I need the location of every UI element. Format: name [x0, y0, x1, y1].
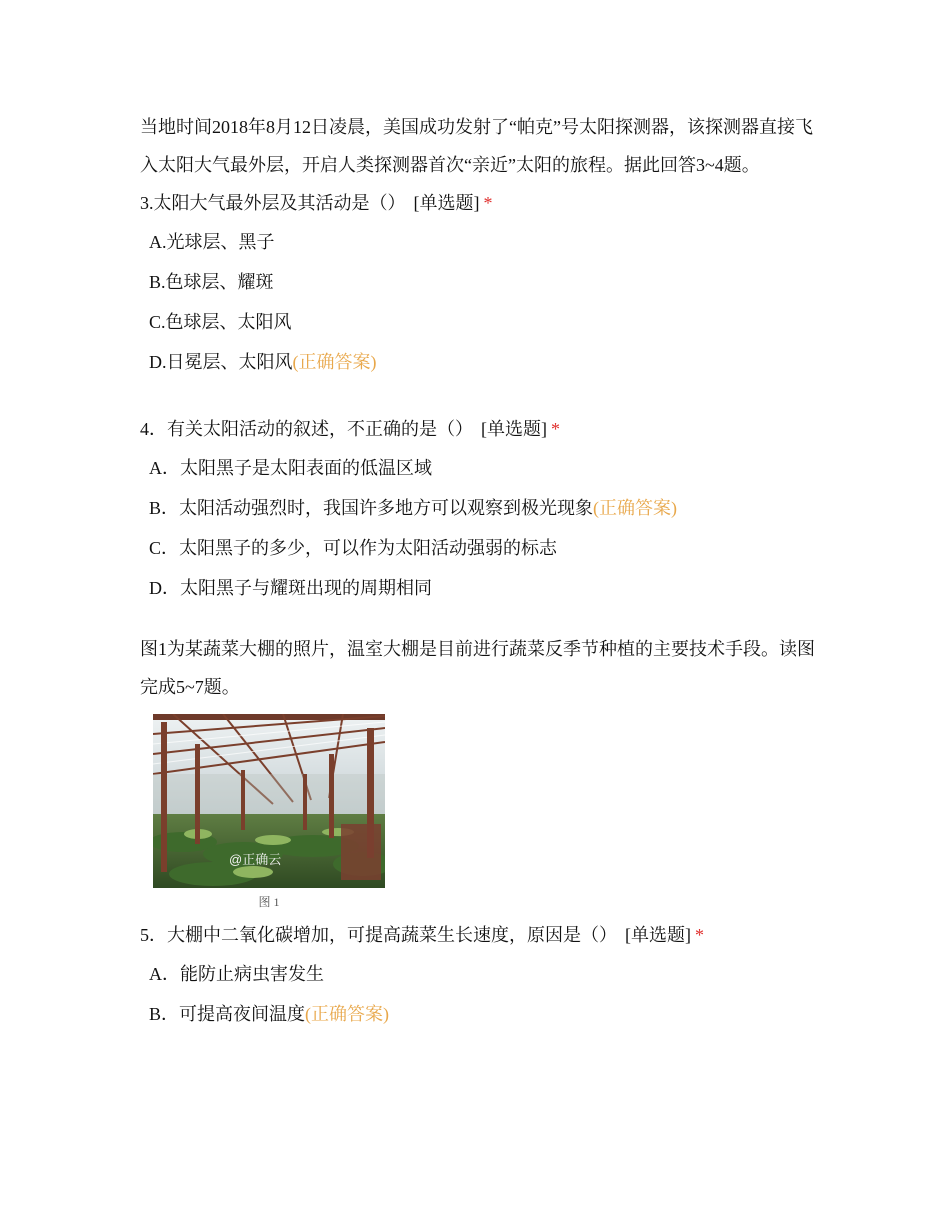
question-5-type: [单选题] — [625, 925, 691, 945]
required-mark: * — [551, 419, 560, 439]
option-5b-text: B．可提高夜间温度 — [149, 1004, 306, 1024]
question-4-type: [单选题] — [481, 419, 547, 439]
greenhouse-photo — [153, 714, 385, 888]
option-3b[interactable]: B.色球层、耀斑 — [149, 272, 274, 292]
required-mark: * — [483, 193, 493, 213]
question-4-stem — [140, 416, 820, 442]
option-3a[interactable]: A.光球层、黑子 — [149, 232, 275, 252]
photo-watermark: @正确云 — [229, 852, 282, 867]
option-4b-text: B．太阳活动强烈时，我国许多地方可以观察到极光现象 — [149, 498, 594, 518]
option-4b[interactable] — [149, 488, 820, 528]
correct-answer-tag: (正确答案) — [593, 498, 678, 518]
option-5b[interactable] — [149, 994, 820, 1034]
intro-passage-1: 当地时间2018年8月12日凌晨，美国成功发射了“帕克”号太阳探测器，该探测器直接飞入太阳大气最外层，开启人类探测器首次“亲近”太阳的旅程。据此回答3~4题。 — [140, 117, 813, 175]
figure-caption: 图 1 — [258, 895, 280, 909]
option-4a[interactable]: A．太阳黑子是太阳表面的低温区域 — [149, 458, 432, 478]
quiz-page — [140, 108, 820, 1034]
question-3-stem — [140, 190, 820, 216]
question-4-text: 4．有关太阳活动的叙述，不正确的是（） — [140, 419, 473, 439]
option-4c[interactable]: C．太阳黑子的多少，可以作为太阳活动强弱的标志 — [149, 538, 558, 558]
option-3d[interactable] — [149, 342, 820, 382]
question-5-text: 5．大棚中二氧化碳增加，可提高蔬菜生长速度，原因是（） — [140, 925, 617, 945]
correct-answer-tag: (正确答案) — [305, 1004, 390, 1024]
correct-answer-tag: (正确答案) — [292, 352, 377, 372]
question-5-stem — [140, 922, 820, 948]
question-5-options — [149, 954, 820, 1034]
question-3-options — [149, 222, 820, 382]
option-5a[interactable]: A．能防止病虫害发生 — [149, 964, 324, 984]
option-3d-text: D.日冕层、太阳风 — [149, 352, 293, 372]
question-3-text: 3.太阳大气最外层及其活动是（） — [140, 193, 406, 213]
option-3c[interactable]: C.色球层、太阳风 — [149, 312, 292, 332]
question-4-options — [149, 448, 820, 608]
required-mark: * — [695, 925, 704, 945]
greenhouse-figure — [153, 714, 385, 910]
question-3-type: [单选题] — [413, 193, 480, 213]
intro-passage-2: 图1为某蔬菜大棚的照片，温室大棚是目前进行蔬菜反季节种植的主要技术手段。读图完成5~7题。 — [140, 639, 815, 697]
option-4d[interactable]: D．太阳黑子与耀斑出现的周期相同 — [149, 578, 432, 598]
